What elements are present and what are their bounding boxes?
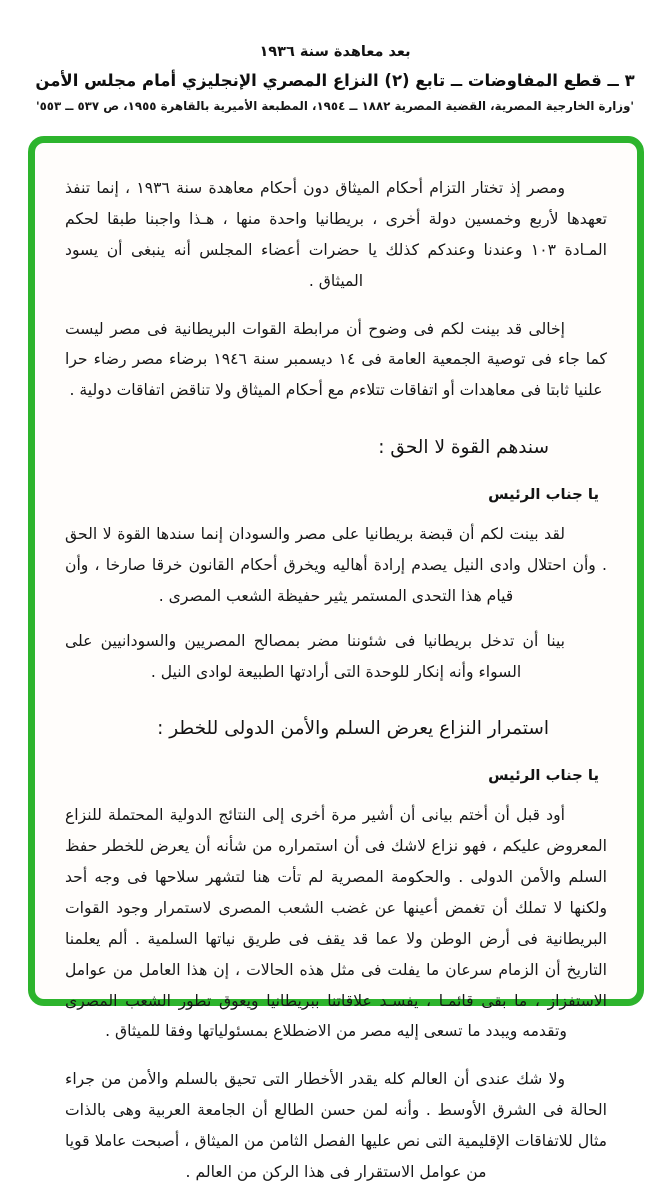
paragraph-nile-valley-unity: بينا أن تدخل بريطانيا فى شئوننا مضر بمصالح المصريين والسودانيين على السواء وأنه إنكار للوحدة التى أرادتها الطبيعة لوادى النيل . <box>65 631 565 681</box>
header-subtitle: بعد معاهدة سنة ١٩٣٦ <box>259 44 411 60</box>
section-heading-force-not-right: سندهم القوة لا الحق : <box>378 437 549 459</box>
paragraph-grip-on-egypt: لقد بينت لكم أن قبضة بريطانيا على مصر والسودان إنما سندها القوة لا الحق . وأن احتلال وادى النيل يصدم إرادة أهاليه ويخرق أحكام القانون خرقا صارخا ، وأن قيام هذا التحدى المستمر يثير حفيظة الشعب المصرى . <box>65 525 607 605</box>
header-source-citation: 'وزارة الخارجية المصرية، القضية المصرية ١٨٨٢ ــ ١٩٥٤، المطبعة الأميرية بالقاهرة ١٩٥٥، ص ٥٣٧ ــ ٥٥٣' <box>35 99 635 113</box>
salutation-president-1: يا جناب الرئيس <box>488 485 599 503</box>
salutation-president-2: يا جناب الرئيس <box>488 767 599 785</box>
green-border-frame <box>28 136 644 1181</box>
paragraph-arab-league-stability: ولا شك عندى أن العالم كله يقدر الأخطار التى تحيق بالسلم والأمن من جراء الحالة فى الشرق الأوسط . وأنه لمن حسن الطالع أن الجامعة العربية وهى بالذات مثال للاتفاقات الإقليمية التى نص عليها الفصل الثامن من الميثاق ، أصبحت عاملا قويا من عوامل الاستقرار فى هذا الركن من العالم . <box>65 1070 607 1181</box>
document-body <box>35 143 637 1188</box>
paragraph-charter-commitment: ومصر إذ تختار التزام أحكام الميثاق دون أحكام معاهدة سنة ١٩٣٦ ، إنما تنفذ تعهدها لأربع وخمسين دولة أخرى ، بريطانيا واحدة منها ، هـذا واجبنا طبقا لحكم المـادة ١٠٣ وعندنا وعندكم كذلك يا حضرات أعضاء المجلس أنه ينبغى أن يسود الميثاق . <box>65 179 608 290</box>
header-title: ٣ ــ قطع المفاوضات ــ تابع (٢) النزاع المصري الإنجليزي أمام مجلس الأمن <box>35 71 635 90</box>
page-header <box>0 44 670 113</box>
paragraph-british-forces: إخالى قد بينت لكم فى وضوح أن مرابطة القوات البريطانية فى مصر ليست كما جاء فى توصية الجمعية العامة فى ١٤ ديسمبر سنة ١٩٤٦ برضاء مصر رضاء حرا علنيا ثابتا فى معاهدات أو اتفاقات تتلاءم مع أحكام الميثاق ولا تناقض اتفاقات دولية . <box>65 319 607 400</box>
paragraph-international-consequences: أود قبل أن أختم بيانى أن أشير مرة أخرى إلى النتائج الدولية المحتملة للنزاع المعروض عليكم ، فهو نزاع لاشك فى أن استمراره من شأنه أن يعرض للخطر حفظ السلم والأمن الدولى . والحكومة المصرية لم تأت هنا لتشهر سلاحها فى وجه أحد ولكنها لا تملك أن تغمض أعينها عن غضب الشعب المصرى لاستمرار وجود القوات البريطانية فى أرض الوطن ولا عما قد يقف فى طريق نياتها السلمية . ألم يعلمنا التاريخ أن الزمام سرعان ما يفلت فى مثل هذه الحالات ، إن هذا العامل من عوامل الاستفزاز ، ما بقى قائمـا ، يفسـد علاقاتنا ببريطانيا ويعوق تطور الشعب المصرى وتقدمه ويبدد ما تسعى إليه مصر من الاضطلاع بمسئولياتها وفقا للميثاق . <box>65 806 607 1041</box>
section-heading-dispute-endangers-peace: استمرار النزاع يعرض السلم والأمن الدولى للخطر : <box>157 718 549 740</box>
